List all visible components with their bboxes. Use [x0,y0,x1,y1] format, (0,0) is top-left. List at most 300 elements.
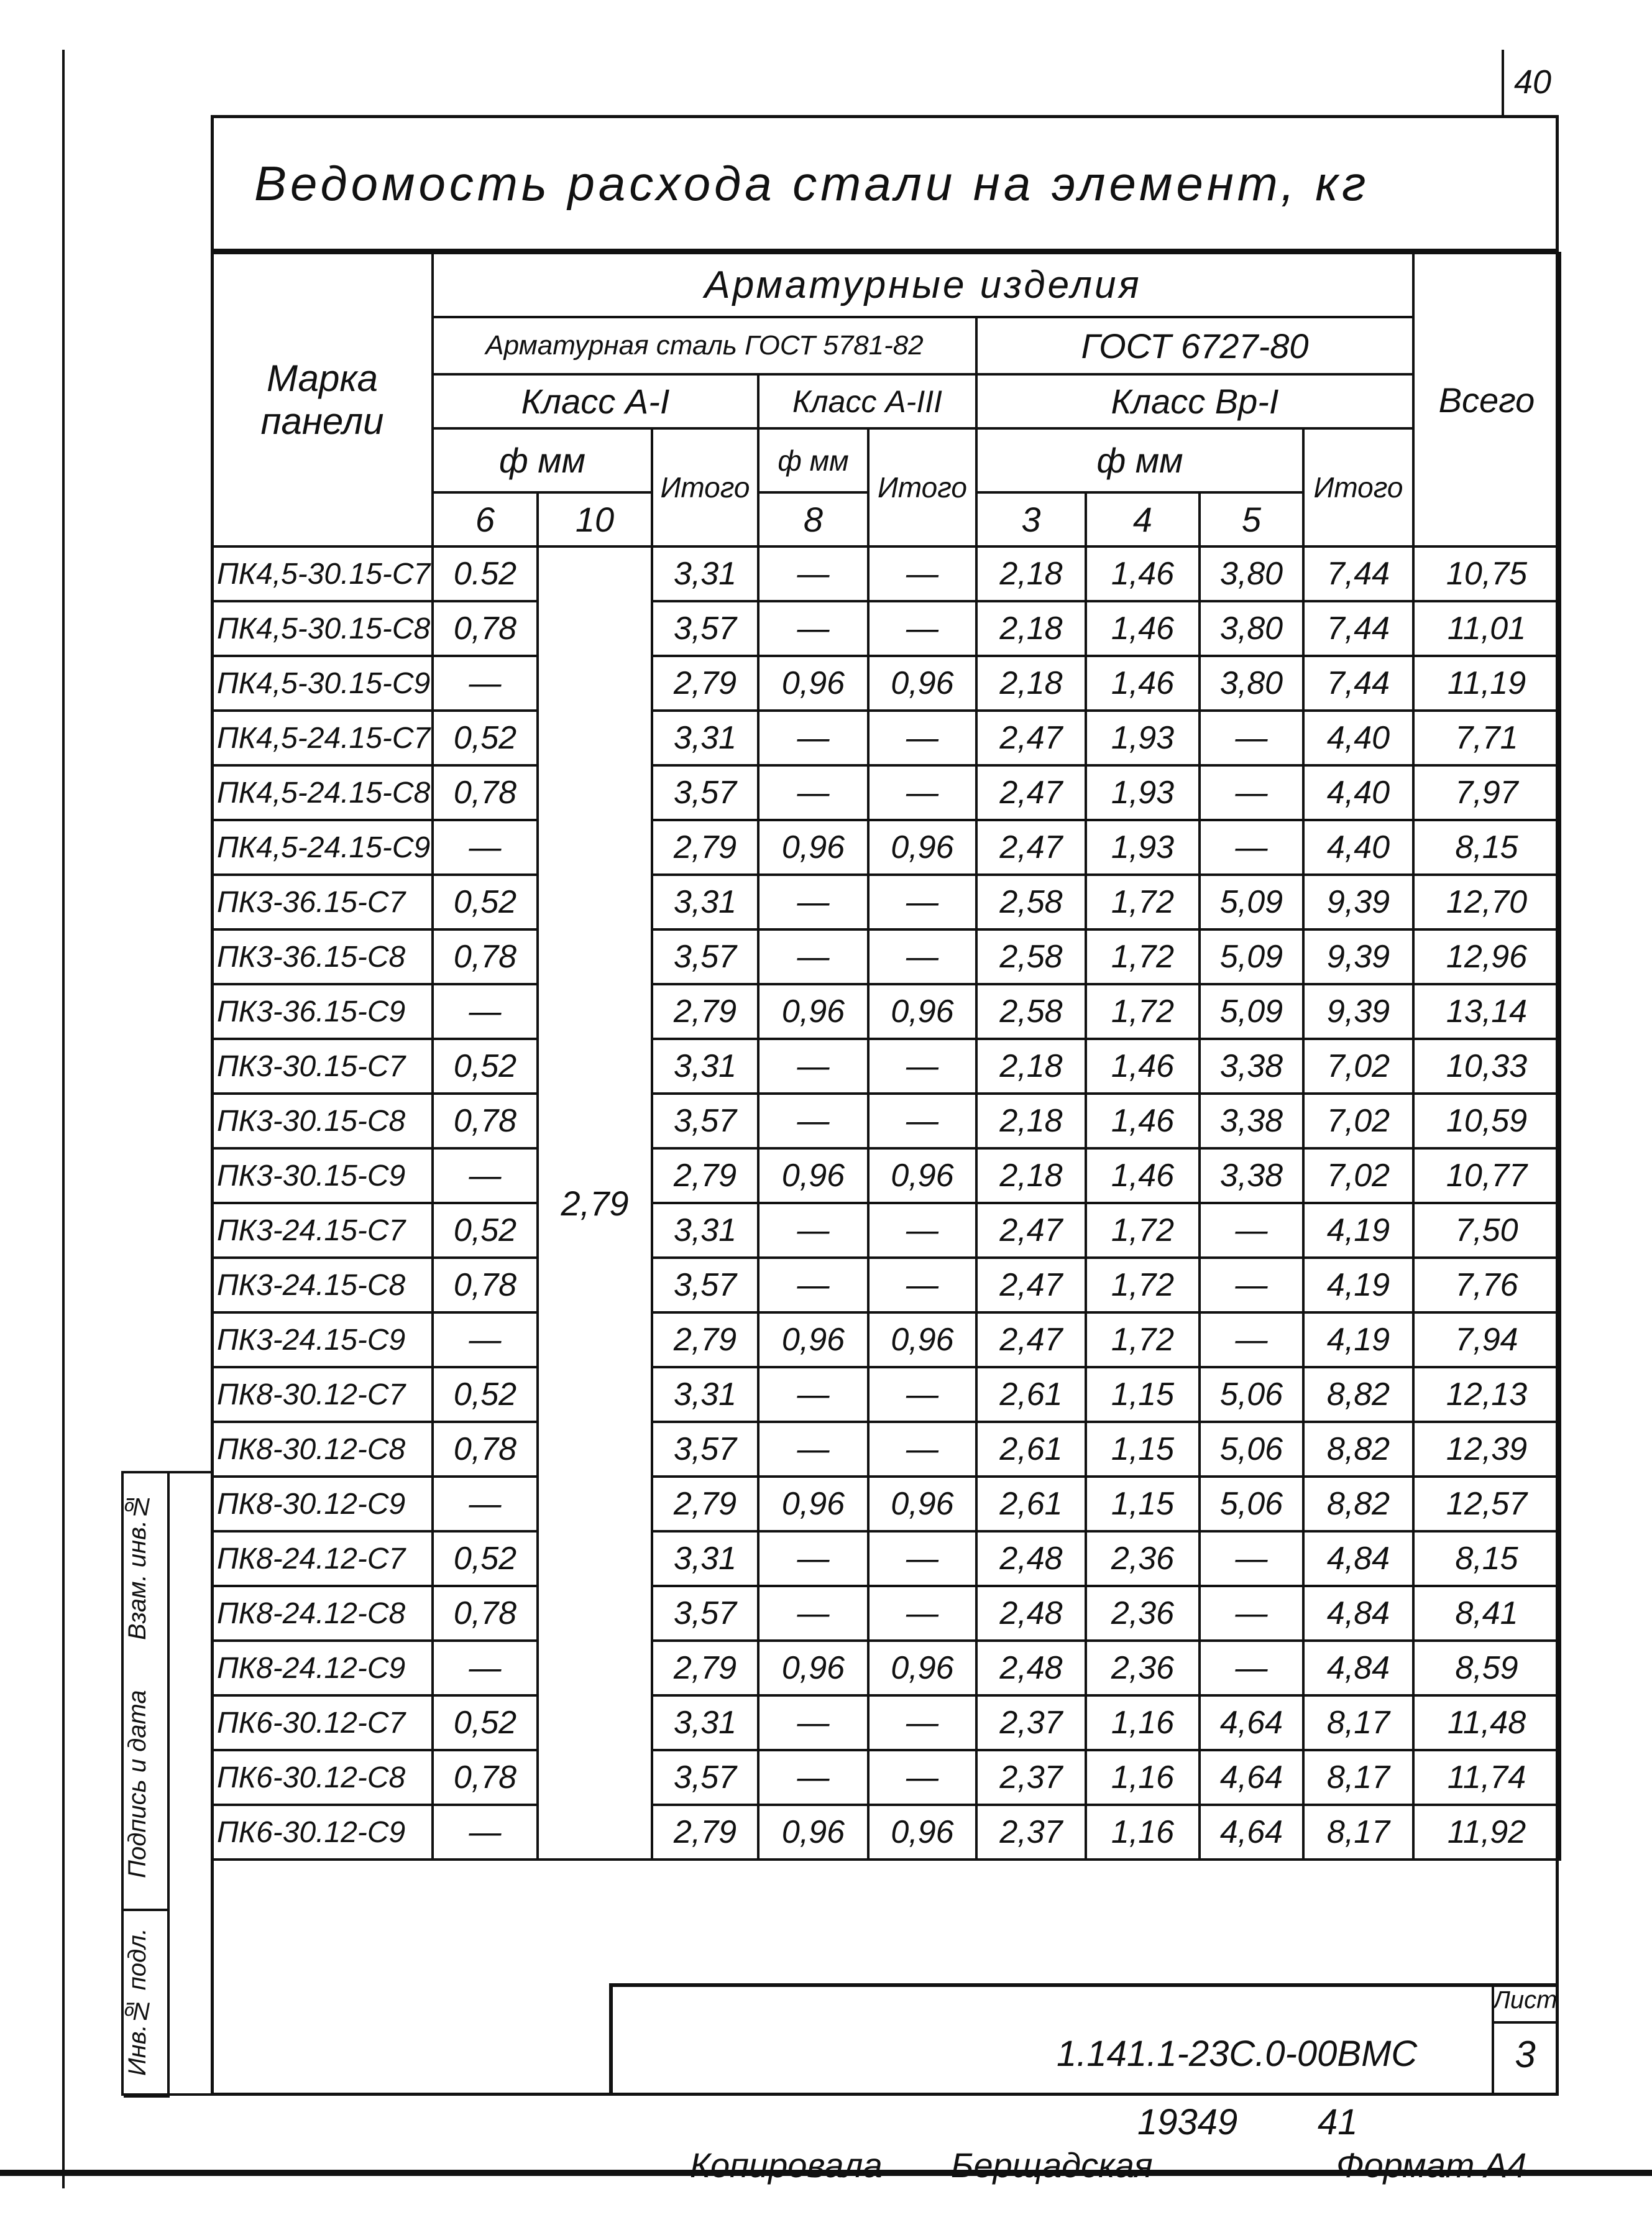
cell-d6: 0,52 [433,711,538,765]
cell-d5: 3,80 [1200,546,1303,601]
table-row [212,1203,1560,1258]
cell-total: 10,33 [1413,1039,1560,1094]
cell-d5: 5,06 [1200,1422,1303,1477]
cell-d4: 1,16 [1086,1695,1200,1750]
cell-total: 12,70 [1413,875,1560,929]
cell-d8: — [758,711,868,765]
cell-d5: 3,80 [1200,656,1303,711]
cell-subtotal-bp1: 8,82 [1303,1477,1413,1531]
cell-total: 10,59 [1413,1094,1560,1148]
cell-mark: ПК6-30.12-С8 [212,1750,433,1805]
cell-mark: ПК4,5-30.15-С9 [212,656,433,711]
cell-d8: — [758,1258,868,1312]
cell-d6: 0.52 [433,546,538,601]
cell-d4: 1,16 [1086,1750,1200,1805]
cell-subtotal-a3: 0,96 [868,1805,976,1860]
cell-total: 8,41 [1413,1586,1560,1641]
cell-total: 11,74 [1413,1750,1560,1805]
cell-subtotal-bp1: 7,02 [1303,1148,1413,1203]
cell-d8: — [758,1695,868,1750]
table-row [212,1148,1560,1203]
cell-subtotal-a1: 3,57 [652,1258,758,1312]
cell-mark: ПК8-24.12-С7 [212,1531,433,1586]
cell-d8: — [758,1750,868,1805]
cell-total: 11,48 [1413,1695,1560,1750]
cell-d4: 1,72 [1086,1258,1200,1312]
cell-mark: ПК8-30.12-С7 [212,1367,433,1422]
cell-d4: 1,93 [1086,820,1200,875]
header-class-a3: Класс А-III [758,374,976,428]
cell-d3: 2,18 [976,601,1086,656]
cell-total: 7,94 [1413,1312,1560,1367]
cell-d8: — [758,765,868,820]
cell-total: 10,77 [1413,1148,1560,1203]
cell-d5: 4,64 [1200,1695,1303,1750]
cell-subtotal-a3: — [868,711,976,765]
cell-total: 11,19 [1413,656,1560,711]
cell-d6: — [433,1477,538,1531]
cell-subtotal-bp1: 7,44 [1303,656,1413,711]
cell-d4: 1,46 [1086,601,1200,656]
cell-subtotal-bp1: 7,02 [1303,1039,1413,1094]
cell-subtotal-a3: 0,96 [868,656,976,711]
header-subtotal-bp1: Итого [1303,428,1413,546]
cell-d4: 1,72 [1086,1203,1200,1258]
cell-subtotal-bp1: 8,17 [1303,1805,1413,1860]
cell-subtotal-a1: 3,57 [652,1094,758,1148]
cell-subtotal-a1: 3,57 [652,1750,758,1805]
cell-d5: 4,64 [1200,1805,1303,1860]
sheet-number: 40 [1502,50,1561,115]
cell-d8: — [758,875,868,929]
cell-subtotal-bp1: 8,82 [1303,1367,1413,1422]
cell-total: 12,39 [1413,1422,1560,1477]
cell-subtotal-bp1: 4,40 [1303,765,1413,820]
cell-d6: — [433,820,538,875]
cell-mark: ПК6-30.12-С7 [212,1695,433,1750]
cell-d6: 0,52 [433,875,538,929]
table-row [212,875,1560,929]
cell-total: 8,15 [1413,820,1560,875]
stamp-sign-date: Подпись и дата [124,1660,170,1911]
cell-d8: — [758,1367,868,1422]
cell-d3: 2,61 [976,1367,1086,1422]
cell-d3: 2,37 [976,1695,1086,1750]
cell-total: 12,57 [1413,1477,1560,1531]
cell-mark: ПК3-30.15-С9 [212,1148,433,1203]
cell-d5: — [1200,1312,1303,1367]
cell-subtotal-bp1: 4,19 [1303,1258,1413,1312]
table-row [212,1367,1560,1422]
cell-d6: — [433,1148,538,1203]
cell-d6: — [433,984,538,1039]
steel-consumption-table [211,252,1561,1861]
cell-d6: 0,78 [433,929,538,984]
header-steel-gost: Арматурная сталь ГОСТ 5781-82 [433,317,976,374]
cell-subtotal-a3: 0,96 [868,1148,976,1203]
header-products: Арматурные изделия [433,253,1413,317]
cell-mark: ПК3-24.15-С7 [212,1203,433,1258]
cell-d6: 0,78 [433,601,538,656]
table-row [212,546,1560,601]
cell-d6: 0,78 [433,1094,538,1148]
cell-d4: 2,36 [1086,1586,1200,1641]
cell-subtotal-a3: — [868,1094,976,1148]
header-phi-a3: ф мм [758,428,868,492]
cell-subtotal-bp1: 7,02 [1303,1094,1413,1148]
cell-subtotal-bp1: 9,39 [1303,875,1413,929]
cell-d3: 2,48 [976,1586,1086,1641]
cell-d6: 0,52 [433,1039,538,1094]
header-phi-bp1: ф мм [976,428,1303,492]
cell-d4: 2,36 [1086,1531,1200,1586]
sheet-value: 3 [1515,2034,1536,2075]
cell-d8: 0,96 [758,820,868,875]
cell-d3: 2,47 [976,1203,1086,1258]
cell-total: 11,92 [1413,1805,1560,1860]
cell-d3: 2,61 [976,1422,1086,1477]
header-class-a1: Класс А-I [433,374,758,428]
cell-total: 10,75 [1413,546,1560,601]
cell-d5: — [1200,820,1303,875]
cell-subtotal-a1: 3,57 [652,765,758,820]
cell-d5: 4,64 [1200,1750,1303,1805]
header-subtotal-a1: Итого [652,428,758,546]
cell-d3: 2,48 [976,1641,1086,1695]
header-subtotal-a3: Итого [868,428,976,546]
cell-d4: 1,72 [1086,929,1200,984]
table-row [212,984,1560,1039]
cell-subtotal-bp1: 8,82 [1303,1422,1413,1477]
cell-d10-merged: 2,79 [538,546,652,1860]
table-row [212,1094,1560,1148]
cell-d5: 3,38 [1200,1148,1303,1203]
table-row [212,1695,1560,1750]
cell-subtotal-a1: 2,79 [652,656,758,711]
cell-d5: — [1200,1586,1303,1641]
cell-d4: 1,16 [1086,1805,1200,1860]
cell-subtotal-bp1: 8,17 [1303,1750,1413,1805]
cell-d4: 1,72 [1086,984,1200,1039]
cell-d6: 0,78 [433,1750,538,1805]
cell-subtotal-a3: — [868,1531,976,1586]
header-d8: 8 [758,492,868,546]
cell-subtotal-a3: 0,96 [868,1477,976,1531]
cell-total: 11,01 [1413,601,1560,656]
cell-d3: 2,47 [976,820,1086,875]
cell-d6: 0,78 [433,1422,538,1477]
cell-mark: ПК4,5-24.15-С8 [212,765,433,820]
cell-mark: ПК3-36.15-С8 [212,929,433,984]
cell-d4: 1,46 [1086,546,1200,601]
cell-subtotal-a1: 3,31 [652,1695,758,1750]
format-label: Формат А4 [1336,2146,1527,2185]
cell-d3: 2,47 [976,711,1086,765]
cell-subtotal-bp1: 4,40 [1303,711,1413,765]
cell-subtotal-a3: — [868,929,976,984]
cell-subtotal-a3: 0,96 [868,1641,976,1695]
cell-d4: 1,46 [1086,656,1200,711]
stamp-inv-orig: Инв.№ подл. [124,1909,170,2098]
cell-subtotal-a1: 2,79 [652,1477,758,1531]
table-row [212,711,1560,765]
cell-d8: — [758,929,868,984]
table-row [212,1641,1560,1695]
cell-subtotal-a1: 2,79 [652,1148,758,1203]
cell-d3: 2,47 [976,765,1086,820]
cell-d8: — [758,1586,868,1641]
cell-d5: 5,09 [1200,929,1303,984]
cell-d5: 3,38 [1200,1039,1303,1094]
cell-d3: 2,18 [976,1148,1086,1203]
header-class-bp1: Класс Вр-I [976,374,1413,428]
header-d5: 5 [1200,492,1303,546]
cell-d5: — [1200,711,1303,765]
cell-subtotal-a1: 3,31 [652,1203,758,1258]
cell-d5: — [1200,1641,1303,1695]
cell-subtotal-a3: 0,96 [868,1312,976,1367]
cell-d3: 2,47 [976,1258,1086,1312]
header-total: Всего [1413,253,1560,546]
cell-total: 8,59 [1413,1641,1560,1695]
cell-total: 7,71 [1413,711,1560,765]
cell-d6: 0,78 [433,1258,538,1312]
cell-d3: 2,18 [976,1039,1086,1094]
cell-d6: — [433,656,538,711]
cell-subtotal-a3: — [868,546,976,601]
cell-total: 7,50 [1413,1203,1560,1258]
header-d3: 3 [976,492,1086,546]
cell-mark: ПК4,5-24.15-С9 [212,820,433,875]
cell-d8: 0,96 [758,1312,868,1367]
header-d10: 10 [538,492,652,546]
side-stamp [121,1471,211,2096]
cell-subtotal-a1: 3,57 [652,601,758,656]
cell-subtotal-a1: 3,31 [652,546,758,601]
cell-d6: 0,78 [433,765,538,820]
cell-d8: — [758,1039,868,1094]
cell-d8: 0,96 [758,1641,868,1695]
cell-d5: 5,06 [1200,1367,1303,1422]
cell-d8: — [758,1094,868,1148]
cell-subtotal-a3: — [868,765,976,820]
cell-d6: 0,52 [433,1531,538,1586]
cell-d4: 1,46 [1086,1094,1200,1148]
table-row [212,1422,1560,1477]
cell-subtotal-bp1: 7,44 [1303,601,1413,656]
cell-mark: ПК4,5-30.15-С7 [212,546,433,601]
cell-mark: ПК8-24.12-С8 [212,1586,433,1641]
cell-d5: 3,38 [1200,1094,1303,1148]
cell-subtotal-bp1: 4,19 [1303,1312,1413,1367]
table-row [212,1258,1560,1312]
cell-subtotal-a3: — [868,1695,976,1750]
left-margin-line [62,50,65,2188]
cell-subtotal-a1: 3,57 [652,929,758,984]
document-code: 1.141.1-23С.0-00ВМС [1057,2034,1418,2074]
cell-subtotal-a1: 3,31 [652,1531,758,1586]
cell-d6: 0,52 [433,1695,538,1750]
cell-d5: — [1200,1258,1303,1312]
cell-d8: 0,96 [758,656,868,711]
cell-subtotal-a1: 2,79 [652,1805,758,1860]
cell-d5: — [1200,1531,1303,1586]
cell-total: 7,97 [1413,765,1560,820]
cell-d4: 1,72 [1086,875,1200,929]
page-title: Ведомость расхода стали на элемент, кг [211,115,1559,252]
cell-d3: 2,58 [976,984,1086,1039]
cell-d8: — [758,601,868,656]
cell-d3: 2,61 [976,1477,1086,1531]
inventory-number: 41 [1318,2102,1358,2142]
header-gost2: ГОСТ 6727-80 [976,317,1413,374]
cell-subtotal-a1: 2,79 [652,1641,758,1695]
sheet-label: Лист [1492,1986,1559,2024]
table-row [212,656,1560,711]
cell-d8: 0,96 [758,984,868,1039]
cell-subtotal-bp1: 7,44 [1303,546,1413,601]
cell-subtotal-a3: — [868,601,976,656]
cell-d8: 0,96 [758,1148,868,1203]
cell-subtotal-a1: 3,31 [652,1367,758,1422]
table-row [212,1531,1560,1586]
cell-total: 8,15 [1413,1531,1560,1586]
header-d4: 4 [1086,492,1200,546]
cell-mark: ПК4,5-30.15-С8 [212,601,433,656]
cell-d3: 2,18 [976,1094,1086,1148]
cell-subtotal-a3: — [868,875,976,929]
table-row [212,1477,1560,1531]
cell-mark: ПК3-24.15-С9 [212,1312,433,1367]
cell-d6: 0,52 [433,1367,538,1422]
cell-d3: 2,37 [976,1805,1086,1860]
cell-d5: — [1200,765,1303,820]
cell-mark: ПК3-30.15-С7 [212,1039,433,1094]
cell-d6: — [433,1312,538,1367]
cell-d6: 0,52 [433,1203,538,1258]
cell-d3: 2,47 [976,1312,1086,1367]
cell-d8: 0,96 [758,1477,868,1531]
cell-d3: 2,48 [976,1531,1086,1586]
cell-subtotal-bp1: 4,19 [1303,1203,1413,1258]
cell-d8: — [758,546,868,601]
table-row [212,601,1560,656]
table-row [212,1312,1560,1367]
cell-mark: ПК8-24.12-С9 [212,1641,433,1695]
cell-d5: 5,06 [1200,1477,1303,1531]
cell-subtotal-a3: — [868,1367,976,1422]
cell-d8: 0,96 [758,1805,868,1860]
cell-d3: 2,18 [976,546,1086,601]
header-mark: Марка панели [212,253,433,546]
table-row [212,1039,1560,1094]
cell-d3: 2,18 [976,656,1086,711]
cell-subtotal-bp1: 9,39 [1303,984,1413,1039]
table-row [212,1586,1560,1641]
stamp-replace-inv: Взам. инв.№ [124,1473,170,1660]
cell-mark: ПК3-36.15-С9 [212,984,433,1039]
cell-mark: ПК8-30.12-С9 [212,1477,433,1531]
copied-label: Копировала [690,2146,883,2185]
cell-d4: 2,36 [1086,1641,1200,1695]
cell-subtotal-a1: 2,79 [652,820,758,875]
table-row [212,929,1560,984]
cell-d6: — [433,1641,538,1695]
cell-subtotal-a3: — [868,1203,976,1258]
cell-subtotal-a3: — [868,1039,976,1094]
cell-subtotal-a1: 3,31 [652,875,758,929]
cell-mark: ПК8-30.12-С8 [212,1422,433,1477]
cell-d4: 1,93 [1086,711,1200,765]
table-row [212,765,1560,820]
cell-subtotal-a1: 3,31 [652,711,758,765]
cell-d8: — [758,1422,868,1477]
cell-mark: ПК3-36.15-С7 [212,875,433,929]
cell-d4: 1,15 [1086,1422,1200,1477]
cell-d5: — [1200,1203,1303,1258]
cell-d3: 2,58 [976,875,1086,929]
table-row [212,1750,1560,1805]
cell-d4: 1,15 [1086,1367,1200,1422]
cell-d4: 1,93 [1086,765,1200,820]
copier-name: Берщадская [951,2146,1153,2185]
cell-d3: 2,37 [976,1750,1086,1805]
cell-subtotal-a1: 2,79 [652,1312,758,1367]
cell-d4: 1,15 [1086,1477,1200,1531]
cell-subtotal-a3: — [868,1258,976,1312]
cell-subtotal-bp1: 8,17 [1303,1695,1413,1750]
cell-d4: 1,46 [1086,1039,1200,1094]
cell-subtotal-bp1: 4,40 [1303,820,1413,875]
cell-subtotal-a3: — [868,1422,976,1477]
cell-d4: 1,72 [1086,1312,1200,1367]
header-phi-a1: ф мм [433,428,652,492]
cell-subtotal-bp1: 9,39 [1303,929,1413,984]
cell-subtotal-a3: 0,96 [868,984,976,1039]
cell-subtotal-a1: 3,57 [652,1422,758,1477]
cell-total: 12,13 [1413,1367,1560,1422]
cell-mark: ПК3-24.15-С8 [212,1258,433,1312]
cell-total: 7,76 [1413,1258,1560,1312]
cell-subtotal-a1: 3,57 [652,1586,758,1641]
cell-subtotal-bp1: 4,84 [1303,1586,1413,1641]
cell-subtotal-bp1: 4,84 [1303,1531,1413,1586]
cell-subtotal-a3: 0,96 [868,820,976,875]
cell-d4: 1,46 [1086,1148,1200,1203]
cell-d5: 5,09 [1200,875,1303,929]
cell-subtotal-a3: — [868,1750,976,1805]
cell-d5: 3,80 [1200,601,1303,656]
cell-mark: ПК3-30.15-С8 [212,1094,433,1148]
cell-d8: — [758,1203,868,1258]
cell-d6: 0,78 [433,1586,538,1641]
cell-d3: 2,58 [976,929,1086,984]
header-d6: 6 [433,492,538,546]
cell-subtotal-a1: 3,31 [652,1039,758,1094]
cell-total: 12,96 [1413,929,1560,984]
cell-subtotal-a3: — [868,1586,976,1641]
table-row [212,820,1560,875]
order-number: 19349 [1137,2102,1238,2142]
cell-d5: 5,09 [1200,984,1303,1039]
cell-d8: — [758,1531,868,1586]
cell-mark: ПК6-30.12-С9 [212,1805,433,1860]
cell-mark: ПК4,5-24.15-С7 [212,711,433,765]
cell-subtotal-bp1: 4,84 [1303,1641,1413,1695]
cell-d6: — [433,1805,538,1860]
cell-total: 13,14 [1413,984,1560,1039]
cell-subtotal-a1: 2,79 [652,984,758,1039]
